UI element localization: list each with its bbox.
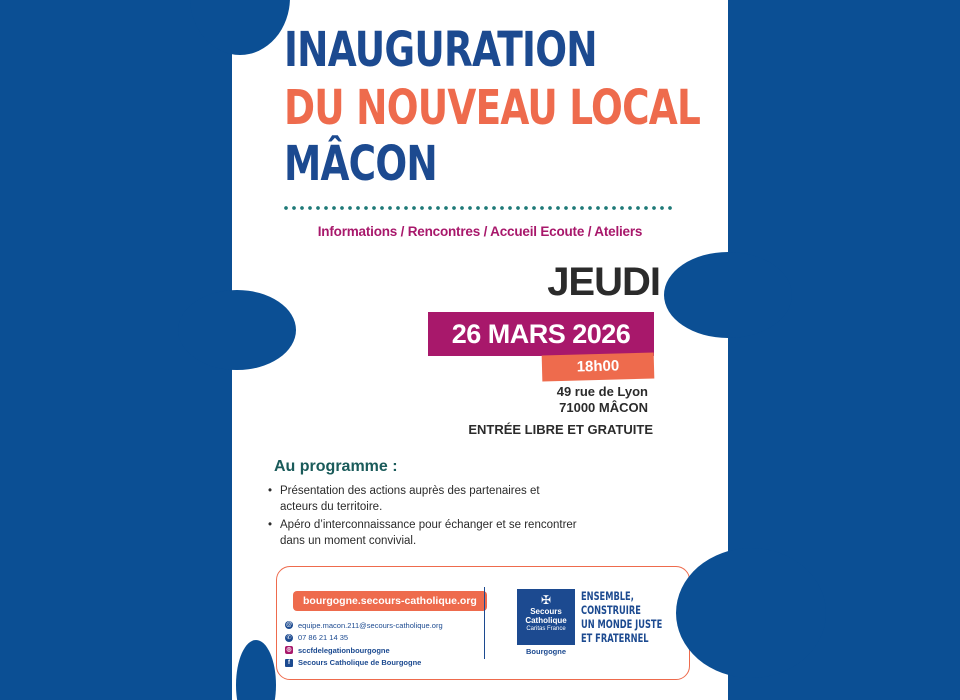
contact-divider <box>484 587 485 659</box>
slogan <box>581 589 662 645</box>
secours-catholique-logo <box>517 589 575 645</box>
program-heading: Au programme : <box>274 458 398 475</box>
slogan-line-2: CONSTRUIRE <box>581 603 641 617</box>
title-line-3: MÂCON <box>284 136 437 192</box>
cross-icon: ✠ <box>540 593 552 607</box>
contact-email[interactable] <box>285 619 443 632</box>
instagram-icon: ◎ <box>286 647 292 654</box>
logo-region: Bourgogne <box>526 647 566 656</box>
instagram-text: sccfdelegationbourgogne <box>298 645 390 655</box>
event-date: 26 MARS 2026 <box>428 312 654 356</box>
facebook-icon: f <box>285 659 293 667</box>
slogan-line-3: UN MONDE JUSTE <box>581 617 663 631</box>
email-icon: @ <box>285 622 293 629</box>
phone-icon: ✆ <box>286 634 292 641</box>
slogan-line-4: ET FRATERNEL <box>581 631 649 645</box>
address-city: 71000 MÂCON <box>559 400 648 415</box>
program-list <box>268 483 578 551</box>
event-poster <box>232 0 728 700</box>
contact-instagram[interactable] <box>285 644 443 657</box>
event-time: 18h00 <box>542 353 655 382</box>
title-line-1: INAUGURATION <box>284 22 597 78</box>
address-street: 49 rue de Lyon <box>556 384 648 399</box>
website-link[interactable]: bourgogne.secours-catholique.org <box>293 591 487 611</box>
contact-phone[interactable] <box>285 632 443 645</box>
logo-line-3: Caritas France <box>526 626 566 632</box>
logo-line-2: Catholique <box>525 616 567 625</box>
contact-facebook[interactable] <box>285 657 443 670</box>
decorative-blob <box>178 290 296 370</box>
program-item: • Présentation des actions auprès des partenaires et acteurs du territoire. <box>268 483 578 515</box>
activities-subtitle: Informations / Rencontres / Accueil Ecoute / Ateliers <box>317 224 643 239</box>
contact-list <box>285 619 443 669</box>
event-address <box>557 384 648 416</box>
phone-text: 07 86 21 14 35 <box>298 633 349 643</box>
dotted-divider <box>282 206 676 210</box>
entry-info: ENTRÉE LIBRE ET GRATUITE <box>468 422 653 437</box>
program-item: • Apéro d’interconnaissance pour échanger et se rencontrer dans un moment convivial. <box>268 517 578 549</box>
email-text: equipe.macon.211@secours-catholique.org <box>298 620 443 630</box>
slogan-line-1: ENSEMBLE, <box>581 589 634 603</box>
logo-line-1: Secours <box>530 607 562 616</box>
event-day: JEUDI <box>547 260 660 304</box>
decorative-blob <box>664 252 792 338</box>
title-line-2: DU NOUVEAU LOCAL <box>284 80 701 136</box>
facebook-text: Secours Catholique de Bourgogne <box>298 658 422 668</box>
contact-box <box>276 566 690 680</box>
decorative-blob <box>676 548 826 678</box>
